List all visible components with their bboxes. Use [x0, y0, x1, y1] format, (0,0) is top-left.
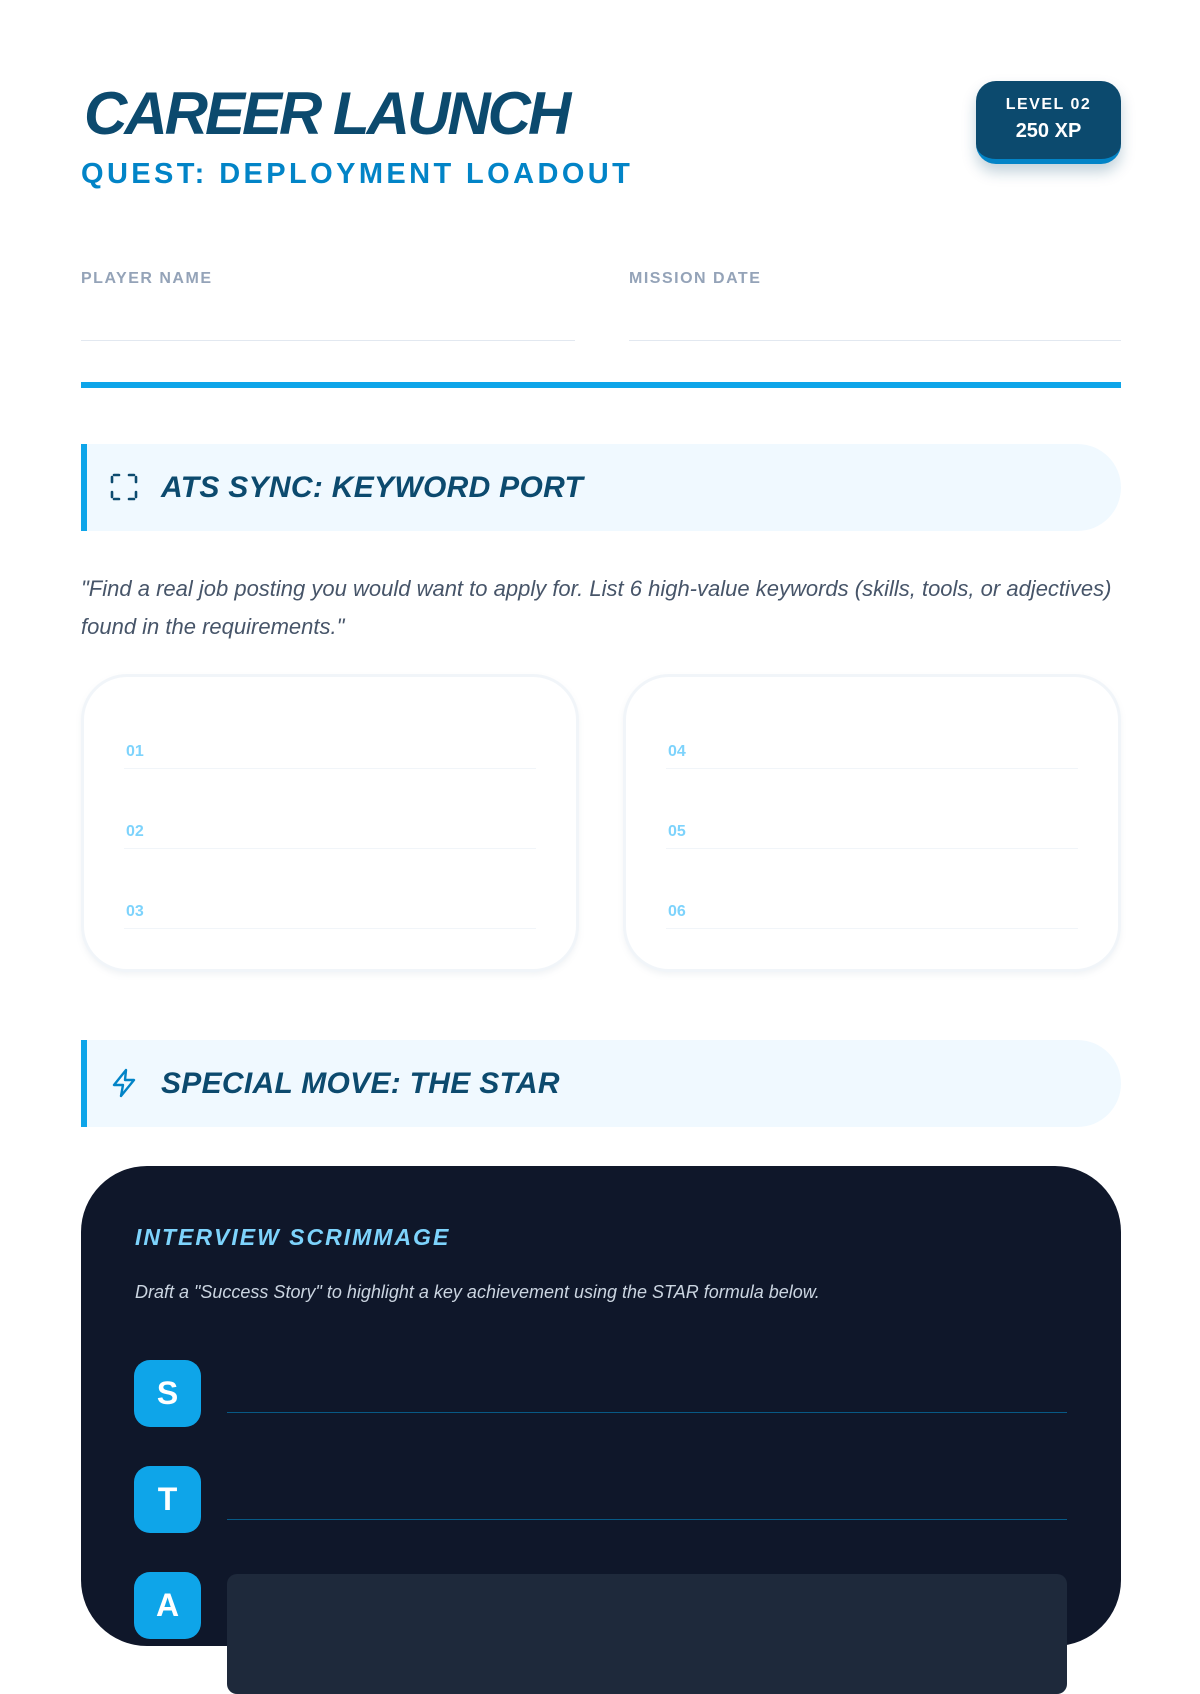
keyword-number: 03: [126, 903, 144, 920]
star-task-field[interactable]: [227, 1519, 1067, 1520]
keyword-number: 06: [668, 903, 686, 920]
star-letter-a: A: [134, 1572, 201, 1639]
lightning-bolt-icon: [109, 1068, 139, 1098]
keyword-field[interactable]: [666, 729, 1078, 769]
ats-section-header: [81, 444, 1121, 531]
keyword-field[interactable]: [666, 889, 1078, 929]
keyword-field[interactable]: [124, 809, 536, 849]
star-situation-field[interactable]: [227, 1412, 1067, 1413]
star-section-title: SPECIAL MOVE: THE STAR: [161, 1067, 560, 1100]
star-action-field[interactable]: [227, 1574, 1067, 1694]
star-section-header: [81, 1040, 1121, 1127]
page-title: CAREER LAUNCH: [84, 80, 569, 147]
mission-date-label: MISSION DATE: [629, 270, 762, 287]
ats-section-title: ATS SYNC: KEYWORD PORT: [161, 471, 584, 504]
mission-date-field[interactable]: [629, 340, 1121, 341]
header-divider: [81, 382, 1121, 388]
interview-panel-description: Draft a "Success Story" to highlight a key achievement using the STAR formula below.: [135, 1282, 820, 1302]
keyword-card-left: [81, 674, 579, 972]
keyword-field[interactable]: [124, 729, 536, 769]
keyword-number: 04: [668, 743, 686, 760]
page-subtitle: QUEST: DEPLOYMENT LOADOUT: [81, 158, 634, 190]
keyword-field[interactable]: [124, 889, 536, 929]
interview-panel-title: INTERVIEW SCRIMMAGE: [135, 1224, 451, 1250]
keyword-number: 05: [668, 823, 686, 840]
scan-frame-icon: [109, 472, 139, 502]
level-label: LEVEL 02: [1005, 96, 1092, 113]
keyword-card-right: [623, 674, 1121, 972]
keyword-number: 02: [126, 823, 144, 840]
keyword-number: 01: [126, 743, 144, 760]
player-name-field[interactable]: [81, 340, 575, 341]
xp-label: 250 XP: [1015, 120, 1082, 142]
keyword-field[interactable]: [666, 809, 1078, 849]
star-letter-t: T: [134, 1466, 201, 1533]
player-name-label: PLAYER NAME: [81, 270, 213, 287]
level-badge: [976, 81, 1121, 164]
star-letter-s: S: [134, 1360, 201, 1427]
interview-panel: [81, 1166, 1121, 1646]
ats-instructions: "Find a real job posting you would want to apply for. List 6 high-value keywords (skills, tools, or adjectives) found in the requirements.": [81, 576, 1112, 639]
